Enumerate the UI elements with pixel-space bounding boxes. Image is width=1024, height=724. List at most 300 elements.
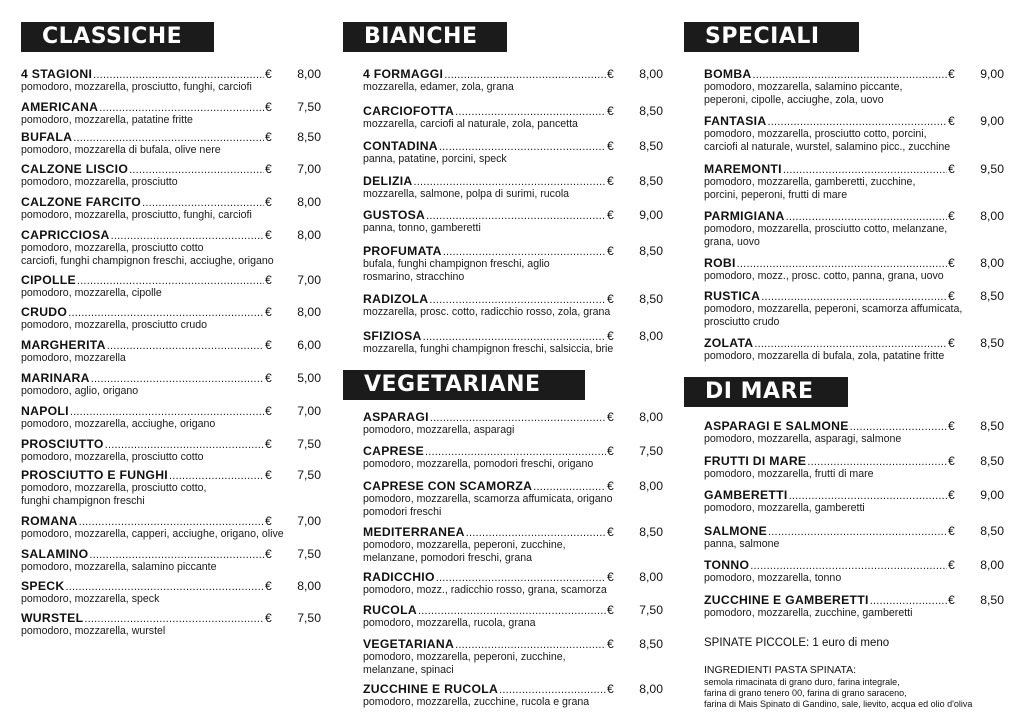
menu-item-price: 8,50 (639, 104, 663, 118)
currency-symbol: € (948, 114, 955, 128)
dot-leader (786, 210, 947, 224)
menu-item (21, 437, 321, 464)
menu-item-line (363, 444, 663, 458)
menu-item-name: AMERICANA (21, 100, 99, 114)
menu-item-price: 8,50 (639, 525, 663, 539)
dot-leader (68, 306, 264, 320)
section-banner-speciali: SPECIALI (684, 22, 859, 52)
menu-item-name: RADICCHIO (363, 570, 435, 584)
menu-item-name: ZOLATA (704, 336, 754, 350)
menu-item-ingredients: pomodoro, mozzarella, salamino piccante (21, 561, 217, 573)
menu-item-name: BUFALA (21, 130, 73, 144)
dot-leader (783, 163, 947, 177)
menu-item-ingredients: pomodoro, mozzarella (21, 352, 126, 364)
section-banner-di-mare: DI MARE (684, 377, 848, 407)
dot-leader (105, 438, 264, 452)
menu-item-ingredients: melanzane, spinaci (363, 663, 454, 676)
dot-leader (850, 420, 947, 434)
dot-leader (169, 469, 264, 483)
menu-item-name: GAMBERETTI (704, 488, 788, 502)
menu-item (21, 371, 321, 398)
menu-item-line (704, 558, 1004, 572)
menu-item (21, 338, 321, 365)
menu-item-line (363, 682, 663, 696)
menu-item-name: ZUCCHINE E RUCOLA (363, 682, 499, 696)
menu-item-ingredients: pomodoro, mozzarella, salamino piccante, (704, 81, 903, 93)
dot-leader (768, 525, 947, 539)
menu-item-name: MAREMONTI (704, 162, 782, 176)
menu-item-ingredients: pomodoro, mozzarella, prosciutto cotto, porcini, (704, 128, 927, 140)
menu-item-price: 9,00 (639, 208, 663, 222)
menu-item-price: 8,00 (297, 305, 321, 319)
menu-item-price: 8,00 (639, 570, 663, 584)
currency-symbol: € (265, 305, 272, 319)
menu-item-line (704, 524, 1004, 538)
menu-item-name: MARINARA (21, 371, 90, 385)
menu-item (21, 273, 321, 300)
dot-leader (99, 101, 264, 115)
dot-leader (737, 257, 947, 271)
menu-item-line (363, 244, 663, 258)
menu-item (21, 514, 321, 541)
menu-item-name: BOMBA (704, 67, 752, 81)
currency-symbol: € (607, 329, 614, 343)
menu-item (704, 209, 1004, 248)
menu-item-line (704, 289, 1004, 303)
menu-item-ingredients: pomodoro, mozzarella, asparagi, salmone (704, 433, 902, 445)
menu-item (704, 114, 1004, 153)
menu-item-line (21, 195, 321, 209)
menu-item-name: CAPRICCIOSA (21, 228, 110, 242)
menu-item-name: FRUTTI DI MARE (704, 454, 807, 468)
dot-leader (79, 515, 264, 529)
currency-symbol: € (948, 558, 955, 572)
dot-leader (414, 175, 607, 189)
menu-item-name: ASPARAGI (363, 410, 429, 424)
menu-item (21, 228, 321, 267)
currency-symbol: € (607, 444, 614, 458)
menu-item (363, 570, 663, 597)
menu-item-ingredients: rosmarino, stracchino (363, 270, 465, 283)
ingredienti-line: farina di Mais Spinato di Gandino, sale, lievito, acqua ed olio d'oliva (704, 699, 973, 709)
ingredienti-title: INGREDIENTI PASTA SPINATA: (704, 664, 857, 676)
menu-item-ingredients: pomodoro, mozzarella, patatine fritte (21, 114, 193, 126)
menu-item-name: PROSCIUTTO E FUNGHI (21, 468, 168, 482)
menu-item-line (704, 593, 1004, 607)
menu-item-ingredients: pomodoro, mozzarella, pomodori freschi, origano (363, 458, 594, 470)
currency-symbol: € (607, 104, 614, 118)
currency-symbol: € (265, 514, 272, 528)
menu-item-price: 8,00 (980, 558, 1004, 572)
menu-item-line (704, 488, 1004, 502)
menu-item-line (21, 162, 321, 176)
menu-item-line (21, 468, 321, 482)
menu-item-line (363, 208, 663, 222)
dot-leader (107, 339, 264, 353)
dot-leader (789, 489, 947, 503)
menu-item-ingredients: pomodoro, mozzarella, gamberetti (704, 502, 865, 514)
menu-item-line (363, 637, 663, 651)
menu-item-name: DELIZIA (363, 174, 413, 188)
menu-item-ingredients: pomodoro, aglio, origano (21, 385, 139, 397)
menu-item-price: 8,50 (980, 454, 1004, 468)
menu-item-line (363, 525, 663, 539)
currency-symbol: € (607, 525, 614, 539)
menu-item (21, 130, 321, 157)
menu-item-ingredients: pomodoro, mozzarella, rucola, grana (363, 617, 536, 629)
dot-leader (111, 229, 264, 243)
menu-item-ingredients: mozzarella, prosc. cotto, radicchio rosso, zola, grana (363, 306, 611, 318)
menu-item-price: 8,50 (639, 637, 663, 651)
currency-symbol: € (265, 547, 272, 561)
currency-symbol: € (948, 336, 955, 350)
currency-symbol: € (948, 256, 955, 270)
menu-item-price: 7,50 (639, 444, 663, 458)
menu-item-line (21, 305, 321, 319)
menu-item-ingredients: pomodoro, mozzarella, zucchine, gamberetti (704, 607, 913, 619)
menu-item-line (21, 100, 321, 114)
currency-symbol: € (265, 404, 272, 418)
menu-item (21, 67, 321, 94)
menu-item (363, 637, 663, 676)
currency-symbol: € (607, 139, 614, 153)
menu-item-price: 8,00 (980, 209, 1004, 223)
currency-symbol: € (607, 479, 614, 493)
menu-item-price: 7,50 (639, 603, 663, 617)
menu-item (363, 603, 663, 630)
menu-item (363, 525, 663, 564)
menu-item (21, 468, 321, 507)
currency-symbol: € (265, 195, 272, 209)
currency-symbol: € (265, 273, 272, 287)
menu-item-line (21, 371, 321, 385)
menu-item-line (363, 67, 663, 81)
menu-item-line (21, 130, 321, 144)
menu-item-price: 9,00 (980, 114, 1004, 128)
dot-leader (455, 105, 606, 119)
menu-item-name: RUCOLA (363, 603, 417, 617)
dot-leader (89, 548, 264, 562)
menu-item (704, 558, 1004, 585)
menu-item-line (21, 228, 321, 242)
menu-item-name: CONTADINA (363, 139, 438, 153)
menu-item (363, 410, 663, 437)
menu-item-line (21, 547, 321, 561)
currency-symbol: € (265, 371, 272, 385)
menu-item-price: 7,50 (297, 468, 321, 482)
menu-item-name: MARGHERITA (21, 338, 106, 352)
menu-item-price: 7,50 (297, 437, 321, 451)
menu-item-name: CALZONE FARCITO (21, 195, 142, 209)
menu-item-price: 8,00 (639, 67, 663, 81)
menu-item (21, 305, 321, 332)
menu-item-ingredients: pomodoro, mozzarella di bufala, olive nere (21, 144, 221, 156)
menu-item-line (363, 329, 663, 343)
menu-item-price: 8,50 (639, 174, 663, 188)
dot-leader (767, 115, 947, 129)
currency-symbol: € (265, 130, 272, 144)
menu-item (704, 162, 1004, 201)
menu-item-ingredients: peperoni, cipolle, acciughe, zola, uovo (704, 93, 884, 106)
menu-item-line (21, 338, 321, 352)
currency-symbol: € (265, 67, 272, 81)
menu-item-price: 8,00 (297, 228, 321, 242)
currency-symbol: € (607, 244, 614, 258)
dot-leader (418, 604, 606, 618)
menu-item-name: MEDITERRANEA (363, 525, 465, 539)
menu-item-price: 8,50 (639, 139, 663, 153)
dot-leader (93, 68, 264, 82)
currency-symbol: € (265, 468, 272, 482)
menu-item-ingredients: pomodoro, mozzarella, asparagi (363, 424, 515, 436)
menu-item (704, 419, 1004, 446)
menu-item-name: CIPOLLE (21, 273, 76, 287)
menu-item (363, 104, 663, 131)
menu-item-ingredients: mozzarella, salmone, polpa di surimi, rucola (363, 188, 570, 200)
section-banner-vegetariane: VEGETARIANE (343, 370, 585, 400)
currency-symbol: € (607, 410, 614, 424)
menu-item (704, 256, 1004, 283)
menu-item-price: 8,00 (639, 329, 663, 343)
dot-leader (807, 455, 947, 469)
menu-item-name: SPECK (21, 579, 65, 593)
dot-leader (142, 196, 264, 210)
menu-item-price: 7,00 (297, 514, 321, 528)
dot-leader (753, 68, 947, 82)
menu-item-price: 8,00 (980, 256, 1004, 270)
menu-item (704, 524, 1004, 551)
menu-item-price: 7,50 (297, 611, 321, 625)
menu-item-ingredients: prosciutto crudo (704, 315, 780, 328)
menu-item-ingredients: pomodoro, mozzarella, scamorza affumicata, origano (363, 493, 613, 505)
currency-symbol: € (607, 292, 614, 306)
menu-item-price: 8,50 (297, 130, 321, 144)
menu-item-name: SFIZIOSA (363, 329, 422, 343)
menu-item-ingredients: pomodoro, mozzarella di bufala, zola, patatine fritte (704, 350, 945, 362)
menu-item-name: ZUCCHINE E GAMBERETTI (704, 593, 869, 607)
dot-leader (444, 68, 606, 82)
dot-leader (77, 274, 264, 288)
dot-leader (423, 330, 606, 344)
menu-item (363, 479, 663, 518)
menu-item-ingredients: pomodoro, mozzarella, acciughe, origano (21, 418, 216, 430)
menu-item-ingredients: carciofi, funghi champignon freschi, acciughe, origano (21, 254, 274, 267)
menu-item-ingredients: pomodoro, mozzarella, prosciutto cotto, melanzane, (704, 223, 948, 235)
currency-symbol: € (948, 593, 955, 607)
currency-symbol: € (607, 682, 614, 696)
menu-item (363, 329, 663, 356)
currency-symbol: € (607, 174, 614, 188)
menu-item (21, 100, 321, 127)
menu-item-price: 9,00 (980, 488, 1004, 502)
menu-item-ingredients: funghi champignon freschi (21, 494, 145, 507)
menu-item-line (363, 139, 663, 153)
menu-item-price: 8,50 (980, 524, 1004, 538)
menu-item-ingredients: pomodoro, mozzarella, prosciutto cotto (21, 242, 204, 254)
currency-symbol: € (948, 524, 955, 538)
menu-item-line (704, 454, 1004, 468)
menu-item-price: 8,00 (639, 410, 663, 424)
menu-item-name: PARMIGIANA (704, 209, 785, 223)
menu-item (21, 547, 321, 574)
menu-item-name: TONNO (704, 558, 750, 572)
menu-item-name: CAPRESE CON SCAMORZA (363, 479, 533, 493)
menu-item-ingredients: pomodoro, mozzarella, prosciutto, funghi, carciofi (21, 81, 252, 93)
dot-leader (499, 683, 606, 697)
menu-item (363, 682, 663, 709)
dot-leader (426, 209, 606, 223)
currency-symbol: € (607, 67, 614, 81)
menu-item-name: SALAMINO (21, 547, 89, 561)
menu-item-line (363, 292, 663, 306)
menu-item-price: 8,00 (297, 195, 321, 209)
menu-item-ingredients: mozzarella, funghi champignon freschi, salsiccia, brie (363, 343, 614, 355)
menu-item-name: SALMONE (704, 524, 768, 538)
spinate-note: SPINATE PICCOLE: 1 euro di meno (704, 637, 890, 649)
dot-leader (439, 140, 606, 154)
menu-item-ingredients: pomodori freschi (363, 505, 442, 518)
menu-item-line (363, 174, 663, 188)
menu-item-price: 9,00 (980, 67, 1004, 81)
menu-item-line (704, 114, 1004, 128)
menu-item-line (21, 514, 321, 528)
menu-item-ingredients: pomodoro, mozzarella, zucchine, rucola e grana (363, 696, 590, 708)
menu-item-ingredients: pomodoro, mozzarella, prosciutto cotto, (21, 482, 207, 494)
menu-item (363, 67, 663, 94)
menu-item-line (363, 570, 663, 584)
currency-symbol: € (607, 570, 614, 584)
menu-item-name: RADIZOLA (363, 292, 429, 306)
menu-item-price: 9,50 (980, 162, 1004, 176)
currency-symbol: € (265, 611, 272, 625)
menu-item-name: 4 STAGIONI (21, 67, 93, 81)
menu-item-ingredients: pomodoro, mozzarella, tonno (704, 572, 842, 584)
dot-leader (443, 245, 606, 259)
menu-item-line (21, 437, 321, 451)
menu-item-price: 8,00 (639, 479, 663, 493)
menu-item-price: 6,00 (297, 338, 321, 352)
menu-item-line (704, 209, 1004, 223)
currency-symbol: € (607, 208, 614, 222)
menu-item-ingredients: pomodoro, mozzarella, prosciutto (21, 176, 178, 188)
menu-item-name: GUSTOSA (363, 208, 426, 222)
section-banner-classiche: CLASSICHE (21, 22, 214, 52)
menu-item-ingredients: pomodoro, mozzarella, peperoni, zucchine, (363, 651, 566, 663)
menu-item-line (21, 67, 321, 81)
menu-item-line (363, 479, 663, 493)
menu-item-price: 8,50 (980, 419, 1004, 433)
menu-item-ingredients: panna, salmone (704, 538, 780, 550)
menu-item-ingredients: bufala, funghi champignon freschi, aglio (363, 258, 550, 270)
section-banner-bianche: BIANCHE (343, 22, 507, 52)
menu-item-price: 8,50 (639, 292, 663, 306)
menu-item (21, 195, 321, 222)
menu-item-ingredients: melanzane, pomodori freschi, grana (363, 551, 533, 564)
currency-symbol: € (948, 289, 955, 303)
menu-item-name: WURSTEL (21, 611, 84, 625)
currency-symbol: € (607, 637, 614, 651)
currency-symbol: € (265, 100, 272, 114)
menu-item (704, 593, 1004, 620)
currency-symbol: € (948, 488, 955, 502)
menu-item-line (363, 410, 663, 424)
menu-item-name: PROSCIUTTO (21, 437, 104, 451)
menu-item-price: 7,00 (297, 162, 321, 176)
dot-leader (455, 638, 606, 652)
ingredienti-line: semola rimacinata di grano duro, farina integrale, (704, 677, 900, 687)
menu-item (363, 174, 663, 201)
menu-item-price: 8,50 (980, 593, 1004, 607)
menu-item-price: 8,00 (297, 579, 321, 593)
menu-item-ingredients: pomodoro, mozzarella, gamberetti, zucchine, (704, 176, 916, 188)
menu-item-price: 8,50 (980, 336, 1004, 350)
menu-item-ingredients: pomodoro, mozzarella, speck (21, 593, 160, 605)
menu-item (21, 611, 321, 638)
currency-symbol: € (948, 67, 955, 81)
menu-item-ingredients: pomodoro, mozzarella, cipolle (21, 287, 162, 299)
menu-item (21, 404, 321, 431)
menu-item (21, 579, 321, 606)
menu-item-name: 4 FORMAGGI (363, 67, 444, 81)
currency-symbol: € (265, 437, 272, 451)
currency-symbol: € (948, 419, 955, 433)
menu-item-name: RUSTICA (704, 289, 761, 303)
menu-item-ingredients: pomodoro, mozz., radicchio rosso, grana, scamorza (363, 584, 607, 596)
dot-leader (429, 293, 606, 307)
menu-item-ingredients: panna, patatine, porcini, speck (363, 153, 507, 165)
menu-item-line (21, 404, 321, 418)
menu-item-ingredients: pomodoro, mozzarella, prosciutto, funghi, carciofi (21, 209, 252, 221)
menu-item (704, 454, 1004, 481)
menu-item (363, 244, 663, 283)
dot-leader (430, 411, 606, 425)
ingredienti-line: farina di grano tenero 00, farina di grano saraceno, (704, 688, 907, 698)
menu-item-name: CALZONE LISCIO (21, 162, 129, 176)
dot-leader (466, 526, 606, 540)
menu-item-name: ROMANA (21, 514, 78, 528)
currency-symbol: € (607, 603, 614, 617)
menu-item-ingredients: pomodoro, mozz., prosc. cotto, panna, grana, uovo (704, 270, 944, 282)
menu-item-price: 7,50 (297, 100, 321, 114)
menu-item-name: NAPOLI (21, 404, 69, 418)
menu-item-price: 8,50 (980, 289, 1004, 303)
menu-item-ingredients: porcini, peperoni, frutti di mare (704, 188, 848, 201)
menu-item-line (704, 162, 1004, 176)
dot-leader (66, 580, 265, 594)
dot-leader (129, 163, 264, 177)
menu-item (704, 488, 1004, 515)
menu-item (704, 336, 1004, 363)
menu-item-name: FANTASIA (704, 114, 767, 128)
dot-leader (84, 612, 264, 626)
menu-item-line (704, 336, 1004, 350)
menu-item-line (21, 273, 321, 287)
menu-item-ingredients: carciofi al naturale, wurstel, salamino picc., zucchine (704, 140, 951, 153)
menu-item-ingredients: mozzarella, edamer, zola, grana (363, 81, 514, 93)
menu-item-ingredients: pomodoro, mozzarella, prosciutto cotto (21, 451, 204, 463)
menu-item-ingredients: panna, tonno, gamberetti (363, 222, 481, 234)
menu-item-line (704, 256, 1004, 270)
menu-item-price: 8,50 (639, 244, 663, 258)
currency-symbol: € (948, 162, 955, 176)
menu-item-name: CRUDO (21, 305, 68, 319)
menu-item-price: 8,00 (639, 682, 663, 696)
menu-item-price: 7,00 (297, 273, 321, 287)
dot-leader (533, 480, 606, 494)
menu-item-name: CAPRESE (363, 444, 425, 458)
menu-item-price: 5,00 (297, 371, 321, 385)
menu-item-ingredients: pomodoro, mozzarella, wurstel (21, 625, 166, 637)
